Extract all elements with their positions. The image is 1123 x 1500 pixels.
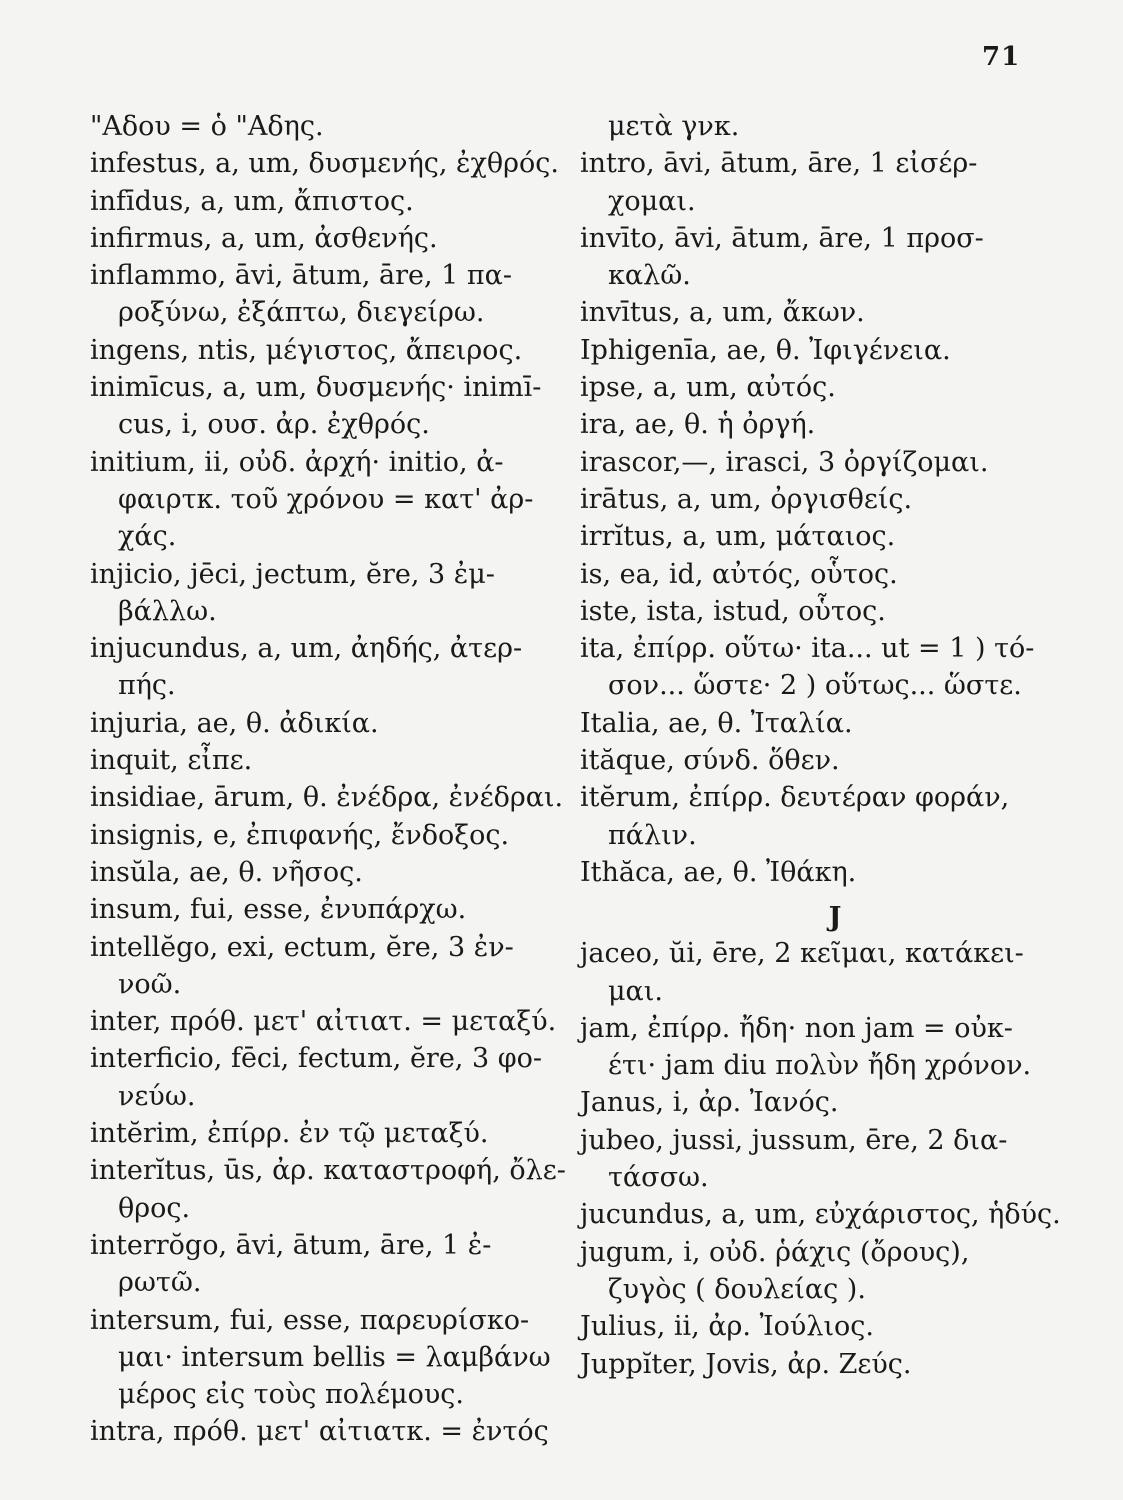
dictionary-line: interĭtus, ūs, ἀρ. καταστροφή, ὄλε- [90, 1155, 566, 1187]
dictionary-line: infīdus, a, um, ἄπιστος. [90, 185, 414, 217]
dictionary-line: initium, ii, οὐδ. ἀρχή· initio, ἀ- [90, 446, 504, 478]
dictionary-line: is, ea, id, αὐτός, οὗτος. [580, 558, 898, 590]
dictionary-line: ingens, ntis, μέγιστος, ἄπειρος. [90, 334, 523, 366]
dictionary-line: inimīcus, a, um, δυσμενής· inimī- [90, 372, 542, 404]
dictionary-line: μέρος εἰς τοὺς πολέμους. [118, 1379, 464, 1411]
dictionary-line: ira, ae, θ. ἡ ὀργή. [580, 409, 816, 441]
dictionary-line: ipse, a, um, αὐτός. [580, 372, 836, 404]
dictionary-line: insum, fui, esse, ἐνυπάρχω. [90, 894, 467, 926]
dictionary-line: Janus, i, ἀρ. Ἰανός. [580, 1087, 839, 1119]
right-column [580, 108, 1061, 1383]
dictionary-line: τάσσω. [608, 1162, 709, 1194]
dictionary-line: φαιρτκ. τοῦ χρόνου = κατ' ἀρ- [118, 483, 534, 515]
dictionary-line: invītus, a, um, ἄκων. [580, 297, 865, 329]
dictionary-line: interficio, fēci, fectum, ĕre, 3 φο- [90, 1043, 543, 1075]
dictionary-line: intellĕgo, exi, ectum, ĕre, 3 ἐν- [90, 931, 514, 963]
dictionary-line: invīto, āvi, ātum, āre, 1 προσ- [580, 222, 984, 254]
dictionary-line: ζυγὸς ( δουλείας ). [608, 1273, 866, 1305]
dictionary-line: injicio, jēci, jectum, ĕre, 3 ἐμ- [90, 558, 495, 590]
dictionary-line: irātus, a, um, ὀργισθείς. [580, 483, 913, 515]
dictionary-line: cus, i, ουσ. ἀρ. ἐχθρός. [118, 409, 430, 441]
page-number: 71 [982, 42, 1021, 72]
dictionary-line: infirmus, a, um, ἀσθενής. [90, 222, 438, 254]
dictionary-line: jucundus, a, um, εὐχάριστος, ἡδύς. [580, 1199, 1061, 1231]
dictionary-line: jubeo, jussi, jussum, ēre, 2 δια- [580, 1124, 1008, 1156]
dictionary-line: inflammo, āvi, ātum, āre, 1 πα- [90, 260, 513, 292]
dictionary-line: interrŏgo, āvi, ātum, āre, 1 ἐ- [90, 1229, 492, 1261]
right-column-entries-before [580, 108, 1035, 891]
dictionary-line: iste, ista, istud, οὗτος. [580, 595, 886, 627]
dictionary-line: Julius, ii, ἀρ. Ἰούλιος. [580, 1311, 874, 1343]
dictionary-line: jugum, i, οὐδ. ῥάχις (ὄρους), [580, 1236, 970, 1268]
section-heading: J [828, 902, 842, 934]
dictionary-line: μετὰ γνκ. [608, 111, 740, 142]
dictionary-line: Italia, ae, θ. Ἰταλία. [580, 707, 853, 739]
dictionary-line: jaceo, ŭi, ēre, 2 κεῖμαι, κατάκει- [580, 938, 1024, 970]
dictionary-line: νοῶ. [118, 968, 182, 1000]
dictionary-line: χάς. [118, 521, 177, 553]
dictionary-line: inter, πρόθ. μετ' αἰτιατ. = μεταξύ. [90, 1006, 557, 1038]
dictionary-line: ităque, σύνδ. ὅθεν. [580, 745, 840, 777]
dictionary-line: injuria, ae, θ. ἀδικία. [90, 707, 379, 739]
dictionary-line: insŭla, ae, θ. νῆσος. [90, 856, 363, 888]
dictionary-line: intersum, fui, esse, παρευρίσκο- [90, 1304, 530, 1336]
dictionary-line: intra, πρόθ. μετ' αἰτιατκ. = ἐντός [90, 1416, 549, 1448]
dictionary-line: ita, ἐπίρρ. οὕτω· ita... ut = 1 ) τό- [580, 633, 1035, 665]
dictionary-line: irascor,—, irasci, 3 ὀργίζομαι. [580, 446, 989, 478]
dictionary-line: "Αδου = ὁ "Αδης. [90, 111, 324, 142]
dictionary-line: νεύω. [118, 1080, 196, 1112]
dictionary-line: intro, āvi, ātum, āre, 1 εἰσέρ- [580, 148, 978, 180]
dictionary-line: καλῶ. [608, 260, 691, 292]
dictionary-line: ροξύνω, ἐξάπτω, διεγείρω. [118, 297, 485, 329]
left-column [90, 108, 566, 1451]
dictionary-line: insidiae, ārum, θ. ἐνέδρα, ἐνέδραι. [90, 782, 564, 814]
dictionary-line: σον... ὥστε· 2 ) οὕτως... ὥστε. [608, 670, 1022, 702]
dictionary-line: βάλλω. [118, 595, 217, 627]
dictionary-line: itĕrum, ἐπίρρ. δευτέραν φοράν, [580, 782, 1010, 814]
dictionary-line: intĕrim, ἐπίρρ. ἐν τῷ μεταξύ. [90, 1118, 489, 1150]
dictionary-line: jam, ἐπίρρ. ἤδη· non jam = οὐκ- [580, 1012, 1013, 1044]
dictionary-line: θρος. [118, 1192, 191, 1224]
dictionary-line: injucundus, a, um, ἀηδής, ἀτερ- [90, 633, 523, 665]
dictionary-line: Juppĭter, Jovis, ἀρ. Ζεύς. [580, 1348, 912, 1380]
dictionary-line: insignis, e, ἐπιφανής, ἔνδοξος. [90, 819, 510, 851]
dictionary-line: inquit, εἶπε. [90, 745, 253, 777]
dictionary-line: χομαι. [608, 185, 696, 217]
dictionary-line: πής. [118, 670, 176, 702]
dictionary-line: infestus, a, um, δυσμενής, ἐχθρός. [90, 148, 559, 180]
dictionary-line: μαι· intersum bellis = λαμβάνω [118, 1341, 551, 1373]
right-column-entries-after [580, 935, 1061, 1383]
dictionary-line: πάλιν. [608, 819, 697, 851]
dictionary-line: Iphigenīa, ae, θ. Ἰφιγένεια. [580, 334, 951, 366]
dictionary-line: έτι· jam diu πολὺν ἤδη χρόνον. [608, 1050, 1032, 1082]
dictionary-line: μαι. [608, 975, 663, 1007]
dictionary-line: ρωτῶ. [118, 1267, 202, 1299]
dictionary-line: Ithăca, ae, θ. Ἰθάκη. [580, 856, 857, 888]
dictionary-line: irrĭtus, a, um, μάταιος. [580, 521, 896, 553]
